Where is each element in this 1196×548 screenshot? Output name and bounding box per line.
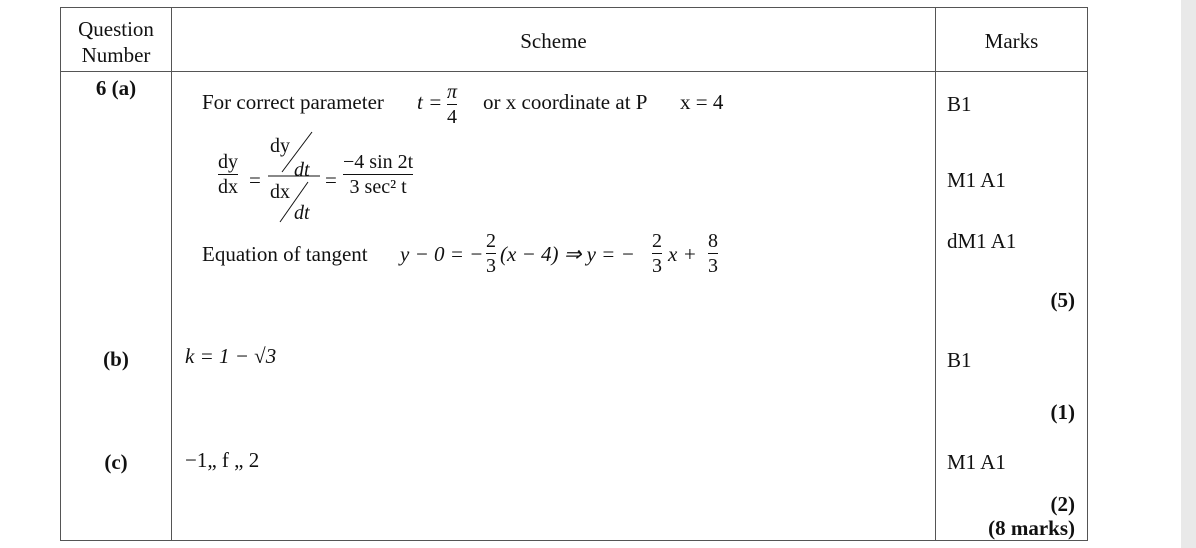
four: 4 xyxy=(447,106,458,128)
pi-symbol: π xyxy=(447,81,458,103)
two-thirds: 2 3 xyxy=(486,230,496,277)
part-c-label: (c) xyxy=(104,450,128,474)
header-scheme: Scheme xyxy=(520,29,587,53)
part-b-label: (b) xyxy=(103,347,129,371)
tangent-mid: (x − 4) ⇒ y = − xyxy=(500,242,635,266)
part-c-answer: −1„ f „ 2 xyxy=(185,448,260,472)
dy-dx-fraction: dy dx xyxy=(218,151,238,198)
column-divider xyxy=(935,7,936,541)
part-a-total: (5) xyxy=(1050,288,1075,312)
tangent-text: Equation of tangent xyxy=(202,242,368,266)
tangent-plus: x + xyxy=(668,242,697,266)
t-equals: t = xyxy=(417,90,443,114)
mark-dm1-a1: dM1 A1 xyxy=(947,229,1017,253)
equals-sign-2: = xyxy=(325,168,337,192)
two-thirds-2: 2 3 xyxy=(652,230,662,277)
pi-over-four xyxy=(447,82,457,127)
equals-sign: = xyxy=(249,168,261,192)
part-c-total: (2) xyxy=(1050,492,1075,516)
part-b-answer: k = 1 − √3 xyxy=(185,344,277,368)
x-equals-four: x = 4 xyxy=(680,90,724,114)
part-b-marks: B1 xyxy=(947,348,972,372)
window-edge xyxy=(1181,0,1196,548)
parameter-text: For correct parameter xyxy=(202,90,384,114)
header-question-number: Question Number xyxy=(78,17,154,67)
mark-b1: B1 xyxy=(947,92,972,116)
part-c-marks: M1 A1 xyxy=(947,450,1006,474)
header-marks: Marks xyxy=(984,29,1039,53)
mark-m1-a1: M1 A1 xyxy=(947,168,1006,192)
column-divider xyxy=(171,7,172,541)
derivative-result: −4 sin 2t 3 sec² t xyxy=(343,151,414,198)
header-divider xyxy=(60,71,1088,72)
x-coordinate-text: or x coordinate at P xyxy=(483,90,648,114)
overall-marks: (8 marks) xyxy=(988,516,1075,540)
eight-thirds: 8 3 xyxy=(708,230,718,277)
slash-lines xyxy=(268,130,324,226)
part-a-label: 6 (a) xyxy=(95,76,137,100)
tangent-lhs: y − 0 = − xyxy=(400,242,484,266)
part-b-total: (1) xyxy=(1050,400,1075,424)
